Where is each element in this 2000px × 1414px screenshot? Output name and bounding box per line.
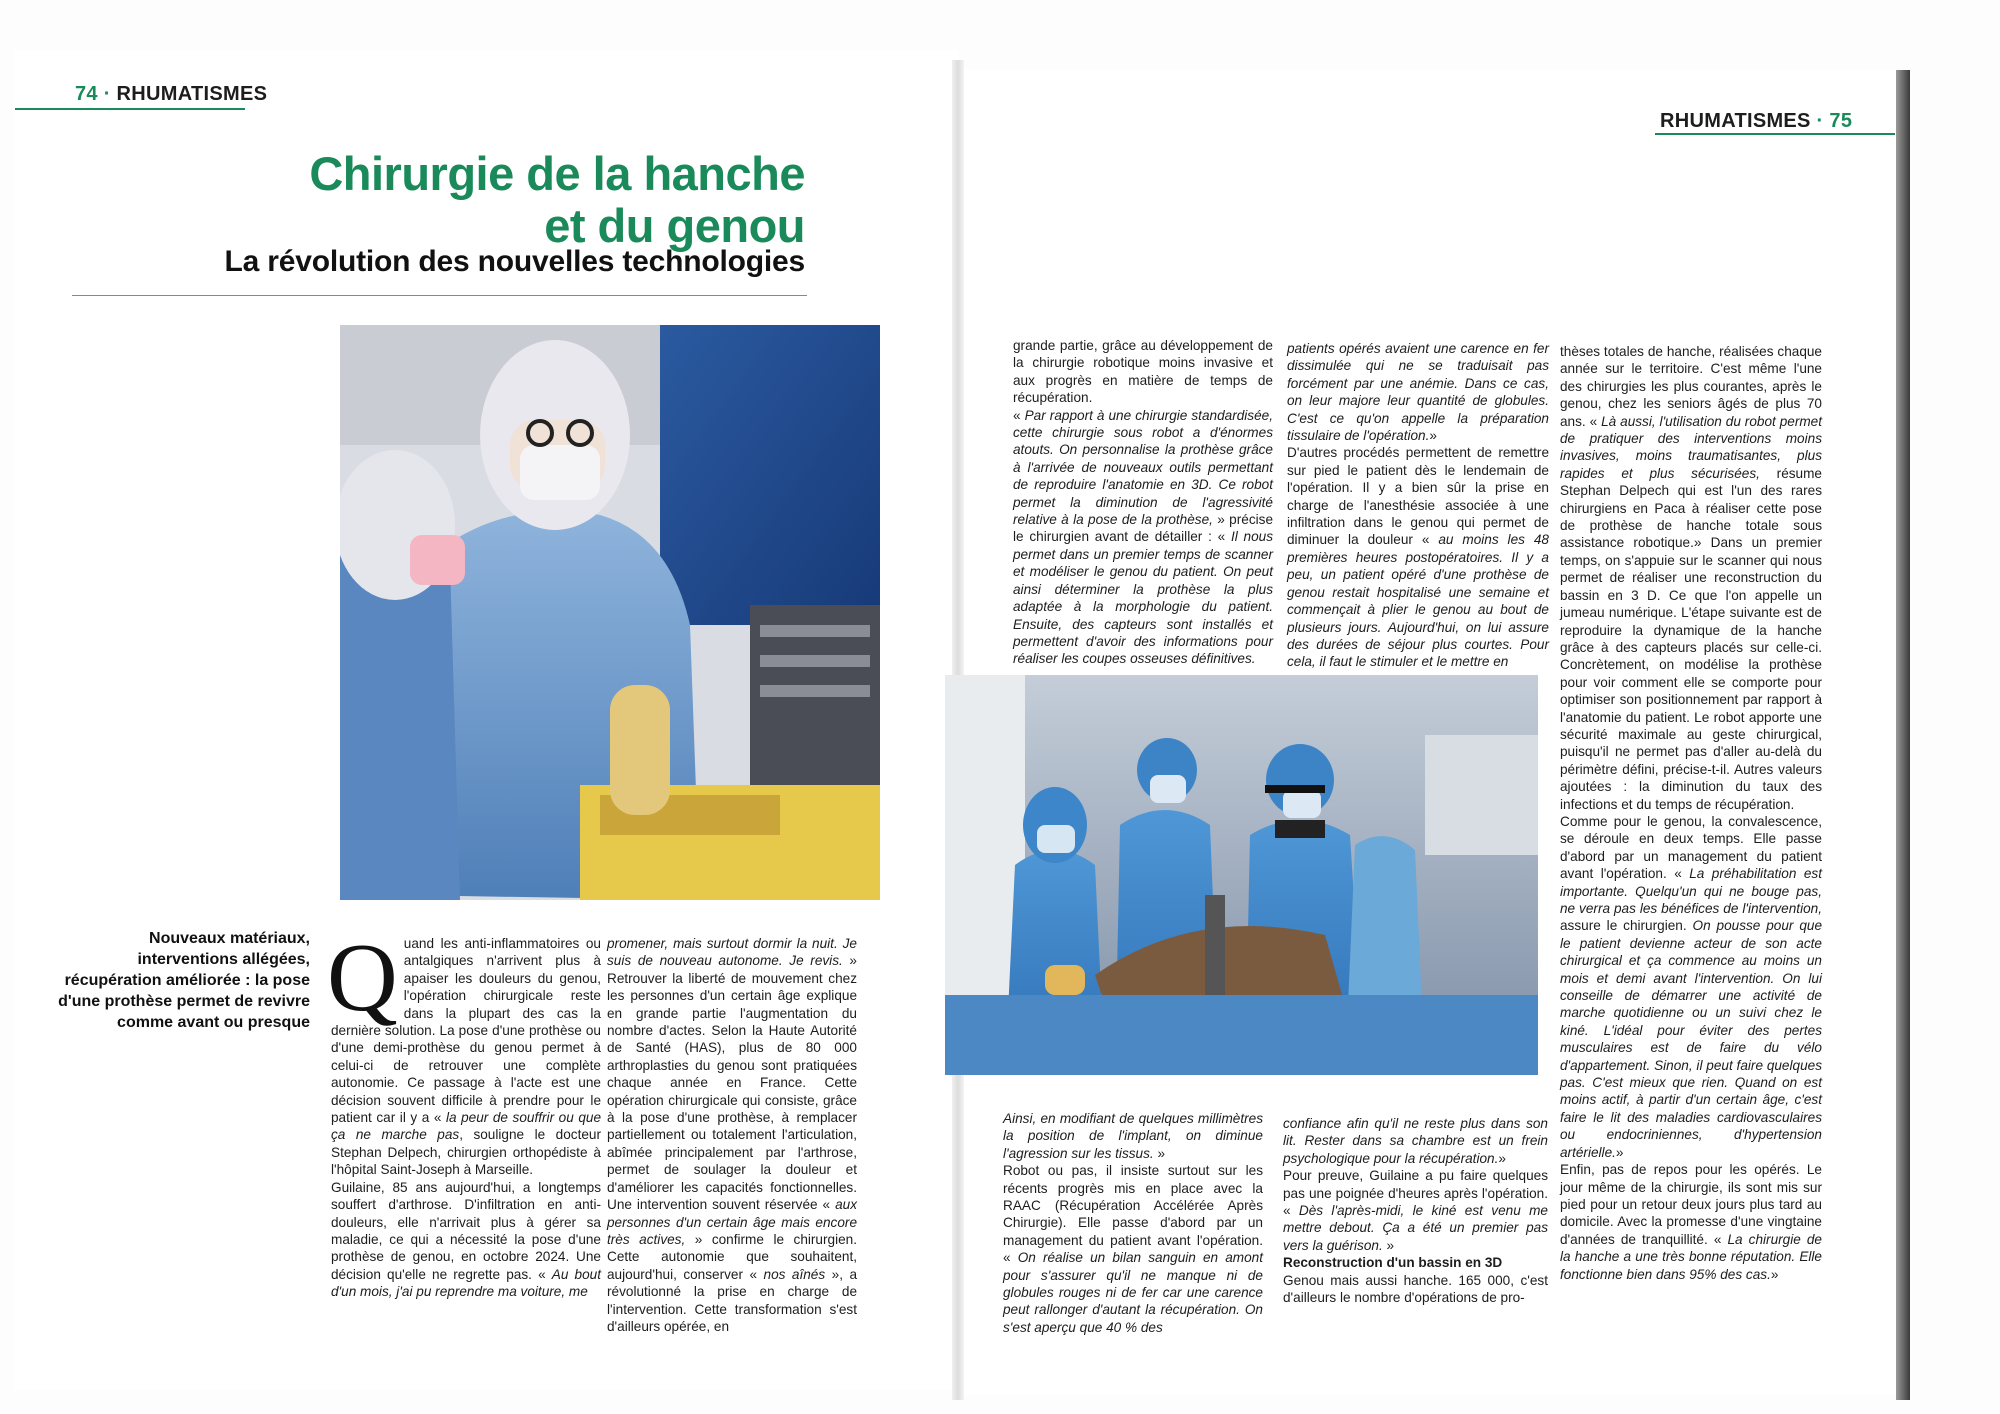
paragraph: Genou mais aussi hanche. 165 000, c'est d'ailleurs le nombre d'opérations de pro- — [1283, 1272, 1548, 1306]
page-number-left: 74 — [75, 83, 98, 105]
surgeons-operating-room-photo — [340, 325, 880, 900]
page-edge-shadow — [1896, 70, 1910, 1400]
paragraph: « Par rapport à une chirurgie standardisée, cette chirurgie sous robot a d'énormes atouts. On personnalise la prothèse grâce à l'arrivée de nouveaux outils permettant de reproduire l'anatomie en 3D. Ce robot permet la diminution de l'agressivité relative à la pose de la prothèse, » précise le chirurgien avant de détailler : « Il nous permet dans un premier temps de scanner et modéliser le genou du patient. On peut ainsi déterminer la prothèse la plus adaptée à la morphologie du patient. Ensuite, des capteurs sont installés et permettent d'avoir des informations pour réaliser les coupes osseuses définitives. — [1013, 407, 1274, 667]
section-subheading: Reconstruction d'un bassin en 3D — [1283, 1255, 1503, 1271]
section-label-left: RHUMATISMES — [116, 83, 268, 105]
folio-rule-right — [1655, 133, 1895, 135]
paragraph: Quand les anti-inflammatoires ou antalgiques n'arrivent plus à apaiser les douleurs du genou, l'opération chirurgicale reste dans la plupart des cas la dernière solution. La pose d'une prothèse ou d'une demi-prothèse du genou permet à celui-ci de retrouver une complète autonomie. Ce passage à l'acte est une décision souvent difficile à prendre pour le patient car il y a « la peur de souffrir ou que ça ne marche pas, souligne le docteur Stephan Delpech, chirurgien orthopédiste à l'hôpital Saint-Joseph à Marseille. — [327, 924, 601, 1178]
body-column-1 — [327, 924, 601, 1301]
paragraph: Comme pour le genou, la convalescence, se déroule en deux temps. Elle passe d'abord par un management du patient avant l'opération. « La préhabilitation est importante. Quelqu'un qui ne bouge pas, ne verra pas les bénéfices de l'intervention, assure le chirurgien. On pousse pour que le patient devienne acteur de son acte chirurgical et ça commence au moins un mois et demi avant l'intervention. On lui conseille de démarrer une activité de marche quotidienne ou un suivi chez le kiné. L'idéal pour éviter des pertes musculaires est de faire du vélo d'appartement. Sinon, il peut faire quelques pas. C'est mieux que rien. Quand on est moins actif, à partir d'un certain âge, c'est faire le lit des maladies cardiovasculaires ou endocriniennes, d'hypertension artérielle.» — [1560, 813, 1822, 1160]
paragraph: Guilaine, 85 ans aujourd'hui, a longtemps souffert d'arthrose. D'infiltration en anti-douleurs, elle n'arrivait plus à gérer sa maladie, ce qui a nécessité la pose d'une prothèse de genou, en octobre 2024. Une décision qu'elle ne regrette pas. « Au bout d'un mois, j'ai pu reprendre ma voiture, me — [331, 1179, 601, 1300]
surgical-team-robot-photo — [945, 675, 1538, 1075]
body-column-7 — [1283, 1115, 1548, 1306]
article-subtitle: La révolution des nouvelles technologies — [224, 245, 805, 278]
paragraph: thèses totales de hanche, réalisées chaque année sur le territoire. C'est même l'une des chirurgies les plus courantes, après le genou, chez les seniors âgés de plus 70 ans. « Là aussi, l'utilisation du robot permet de pratiquer des interventions moins invasives, moins traumatisantes, plus rapides et plus sécurisées, résume Stephan Delpech qui est l'un des rares chirurgiens en Paca à réaliser cette pose de prothèse de hanche totale sous assistance robotique.» Dans un premier temps, on s'appuie sur le scanner qui nous permet de réaliser une reconstruction du bassin en 3 D. Ce que l'on appelle un jumeau numérique. L'étape suivante est de reproduire la dynamique de la hanche grâce à des capteurs placés sur celle-ci. Concrètement, on modélise la prothèse pour voir comment elle se comporte pour optimiser son positionnement par rapport à l'anatomie du patient. Le robot apporte une sécurité maximale au geste chirurgical, puisqu'il ne permet pas d'aller au-delà du périmètre défini, précise-t-il. Autres valeurs ajoutées : la diminution du taux des infections et du temps de récupération. — [1560, 344, 1823, 812]
body-column-5 — [1560, 343, 1822, 1283]
article-title: Chirurgie de la hanche et du genou — [309, 147, 805, 252]
folio-rule-left — [15, 108, 245, 110]
paragraph: confiance afin qu'il ne reste plus dans son lit. Rester dans sa chambre est un frein psychologique pour la récupération.» — [1283, 1116, 1548, 1166]
paragraph: Ainsi, en modifiant de quelques millimètres la position de l'implant, on diminue l'agression sur les tissus. » — [1003, 1111, 1263, 1161]
page-number-right: 75 — [1829, 110, 1853, 132]
body-column-4 — [1287, 340, 1549, 671]
title-divider — [72, 295, 807, 296]
folio-right: RHUMATISMES · 75 — [1660, 110, 1853, 132]
paragraph: D'autres procédés permettent de remettre sur pied le patient dès le lendemain de l'opération. Il y a bien sûr la prise en charge de l'anesthésie associée à une infiltration dans le genou qui permet de diminuer la douleur « au moins les 48 premières heures postopératoires. Il y a peu, un patient opéré d'une prothèse de genou restait hospitalisé une semaine et commençait à plier le genou au bout de plusieurs jours. Aujourd'hui, on lui assure des durées de séjour plus courtes. Pour cela, il faut le stimuler et le mettre en — [1287, 445, 1549, 670]
paragraph: Robot ou pas, il insiste surtout sur les récents progrès mis en place avec la RAAC (Récupération Accélérée Après Chirurgie). Elle passe d'abord par un management du patient avant l'opération. « On réalise un bilan sanguin en amont pour s'assurer qu'il ne manque ni de globules rouges ni de fer car une carence peut rallonger d'autant la récupération. On s'est aperçu que 40 % des — [1003, 1163, 1263, 1335]
paragraph: Enfin, pas de repos pour les opérés. Le jour même de la chirurgie, ils sont mis sur pied pour un retour deux jours plus tard au domicile. Avec la promesse d'une vingtaine d'années de tranquillité. « La chirurgie de la hanche a une très bonne réputation. Elle fonctionne bien dans 95% des cas.» — [1560, 1162, 1822, 1282]
drop-cap: Q — [327, 924, 398, 1032]
show-through-artifact — [1070, 150, 1630, 330]
paragraph: grande partie, grâce au développement de la chirurgie robotique moins invasive et aux progrès en matière de temps de récupération. — [1013, 338, 1273, 406]
paragraph: patients opérés avaient une carence en fer dissimulée qui ne se traduisait pas forcément par une anémie. Dans ce cas, on leur majore leur quantité de globules. C'est ce qu'on appelle la préparation tissulaire de l'opération.» — [1287, 341, 1549, 444]
folio-left: 74 · RHUMATISMES — [75, 83, 268, 105]
body-column-2 — [607, 935, 857, 1335]
body-column-3 — [1013, 337, 1273, 668]
article-lede: Nouveaux matériaux, interventions allégées, récupération améliorée : la pose d'une prothèse permet de revivre comme avant ou presque — [58, 930, 310, 1031]
body-column-6 — [1003, 1110, 1263, 1336]
paragraph: Pour preuve, Guilaine a pu faire quelques pas une poignée d'heures après l'opération. « Dès l'après-midi, le kiné est venu me mettre debout. Ça a été un premier pas vers la guérison. » — [1283, 1168, 1548, 1253]
paragraph: promener, mais surtout dormir la nuit. Je suis de nouveau autonome. Je revis. » Retrouver la liberté de mouvement chez les personnes d'un certain âge explique en grande partie l'augmentation du nombre d'actes. Selon la Haute Autorité de Santé (HAS), plus de 80 000 arthroplasties du genou sont pratiquées chaque année en France. Cette opération chirurgicale qui consiste, grâce à la pose d'une prothèse, à remplacer partiellement ou totalement l'articulation, abîmée principalement par l'arthrose, permet de soulager la douleur et d'améliorer les capacités fonctionnelles. Une intervention souvent réservée « aux personnes d'un certain âge mais encore très actives, » confirme le chirurgien. Cette autonomie que souhaitent, aujourd'hui, conserver « nos aînés », a révolutionné la prise en charge de l'intervention. Cette transformation s'est d'ailleurs opérée, en — [607, 936, 858, 1334]
section-label-right: RHUMATISMES — [1660, 110, 1811, 132]
